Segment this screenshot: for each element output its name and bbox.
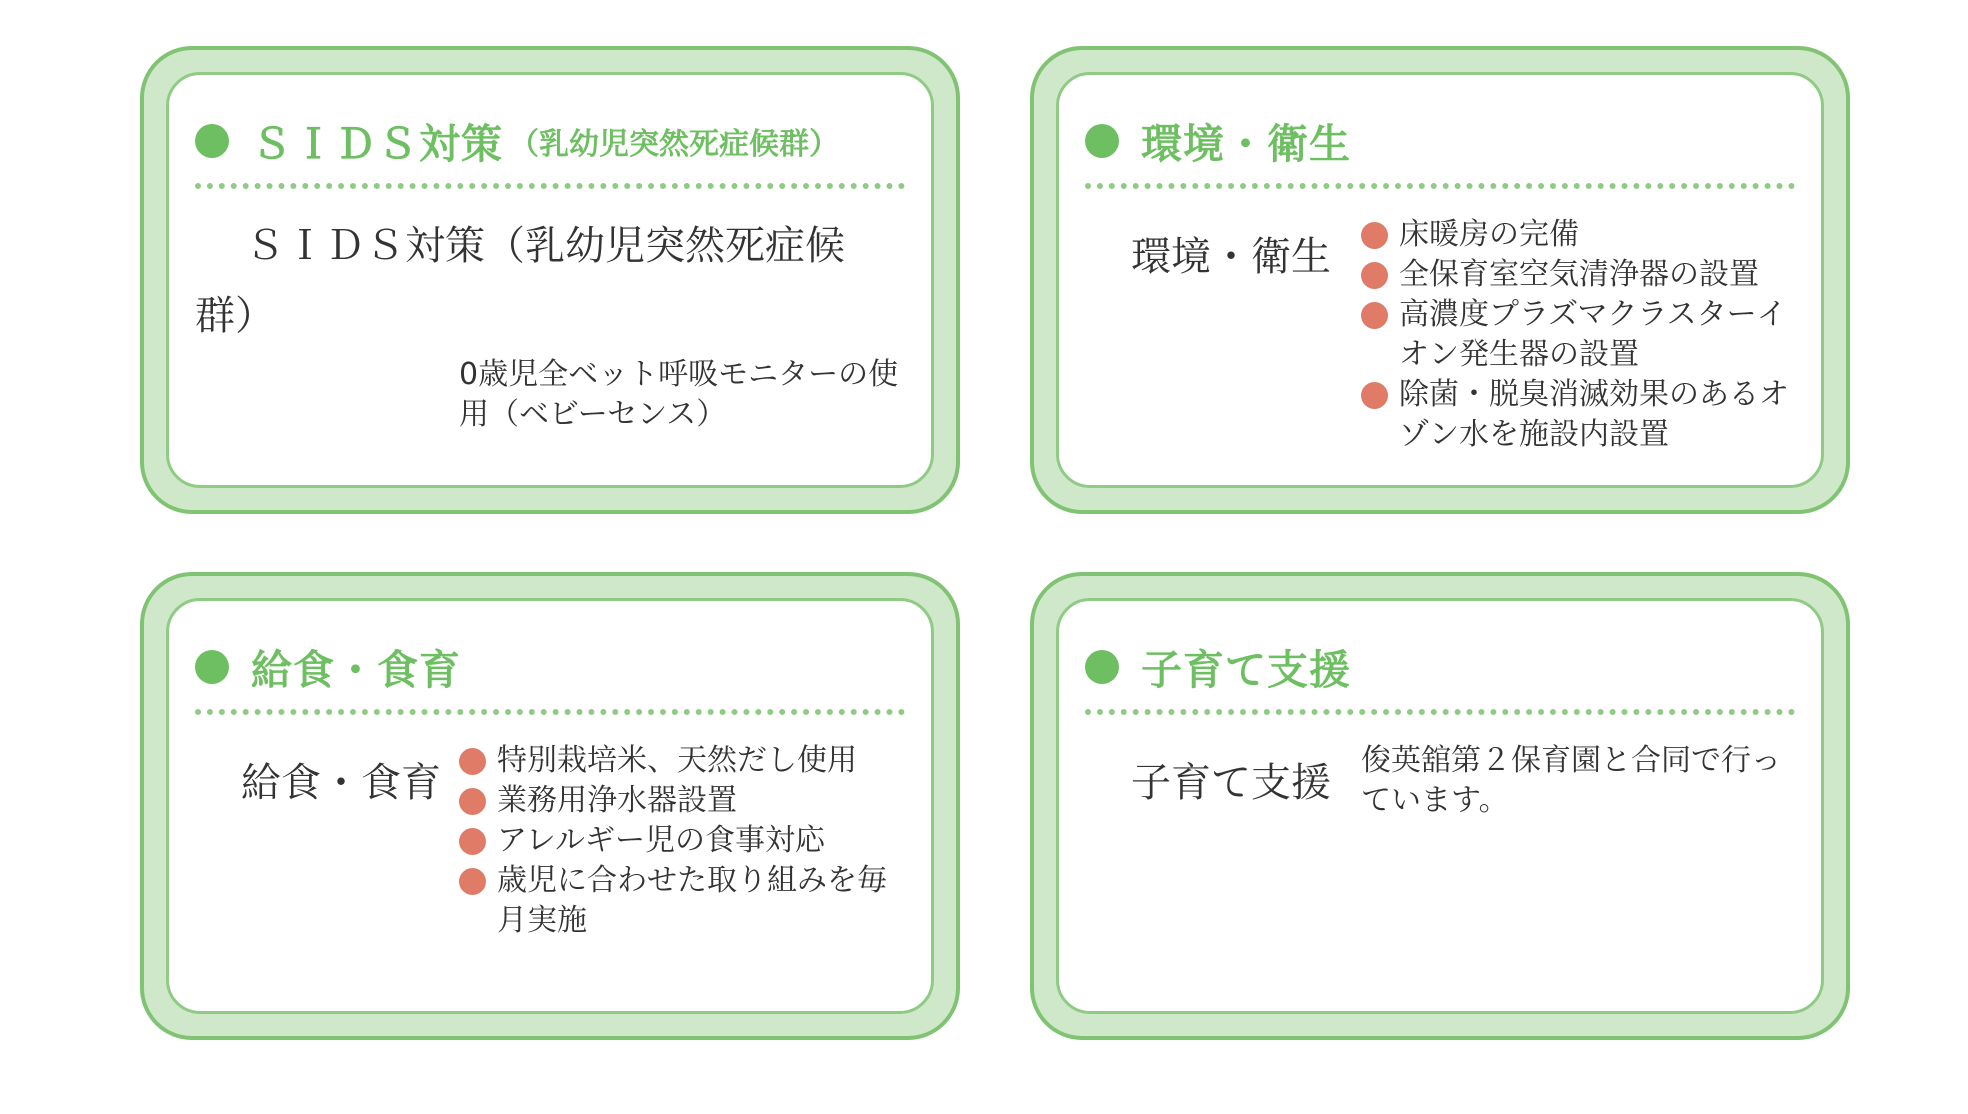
dotted-divider [1085,709,1795,715]
card-header [195,637,461,696]
list-item-text: 全保育室空気清浄器の設置 [1399,257,1759,292]
list-item [1361,375,1791,455]
green-dot-icon [195,650,229,684]
list-item [459,861,899,941]
red-dot-icon [1361,302,1388,329]
category-label: 子育て支援 [1131,760,1331,806]
card-description: 俊英舘第２保育園と合同で行っています。 [1361,743,1781,818]
green-dot-icon [1085,124,1119,158]
card-sids [140,46,960,514]
card-title: 給食・食育 [251,646,461,694]
card-description: 0歳児全ベット呼吸モニターの使用（ベビーセンス） [459,357,899,432]
dotted-divider [195,183,905,189]
feature-list [459,741,899,941]
list-item-text: 除菌・脱臭消滅効果のあるオゾン水を施設内設置 [1399,377,1789,452]
list-item-text: 歳児に合わせた取り組みを毎月実施 [497,863,887,938]
red-dot-icon [1361,382,1388,409]
card-parenting-support-inner [1056,598,1824,1014]
red-dot-icon [1361,222,1388,249]
dotted-divider [1085,183,1795,189]
red-dot-icon [1361,262,1388,289]
red-dot-icon [459,748,486,775]
list-item-text: 床暖房の完備 [1399,217,1579,252]
feature-list [1361,215,1791,455]
card-header [1085,637,1351,696]
card-title: 環境・衛生 [1141,120,1351,168]
category-label: 環境・衛生 [1131,234,1331,280]
list-item [459,741,899,781]
card-environment-inner [1056,72,1824,488]
card-header [195,111,839,170]
card-title: ＳＩＤＳ対策 [251,120,503,168]
card-meals-inner [166,598,934,1014]
list-item-text: 特別栽培米、天然だし使用 [497,743,857,778]
dotted-divider [195,709,905,715]
list-item-text: 高濃度プラズマクラスターイオン発生器の設置 [1399,297,1787,372]
red-dot-icon [459,788,486,815]
red-dot-icon [459,828,486,855]
red-dot-icon [459,868,486,895]
list-item-text: 業務用浄水器設置 [497,783,737,818]
list-item [459,781,899,821]
card-environment [1030,46,1850,514]
list-item-text: アレルギー児の食事対応 [497,823,826,858]
card-meals [140,572,960,1040]
green-dot-icon [1085,650,1119,684]
list-item [1361,215,1791,255]
card-title: 子育て支援 [1141,646,1351,694]
list-item [1361,255,1791,295]
green-dot-icon [195,124,229,158]
card-sids-inner [166,72,934,488]
card-title-note: （乳幼児突然死症候群） [509,126,839,162]
list-item [1361,295,1791,375]
category-label: 給食・食育 [241,760,441,806]
card-parenting-support [1030,572,1850,1040]
category-label: ＳＩＤＳ対策（乳幼児突然死症候群） [195,223,845,339]
card-header [1085,111,1351,170]
list-item [459,821,899,861]
